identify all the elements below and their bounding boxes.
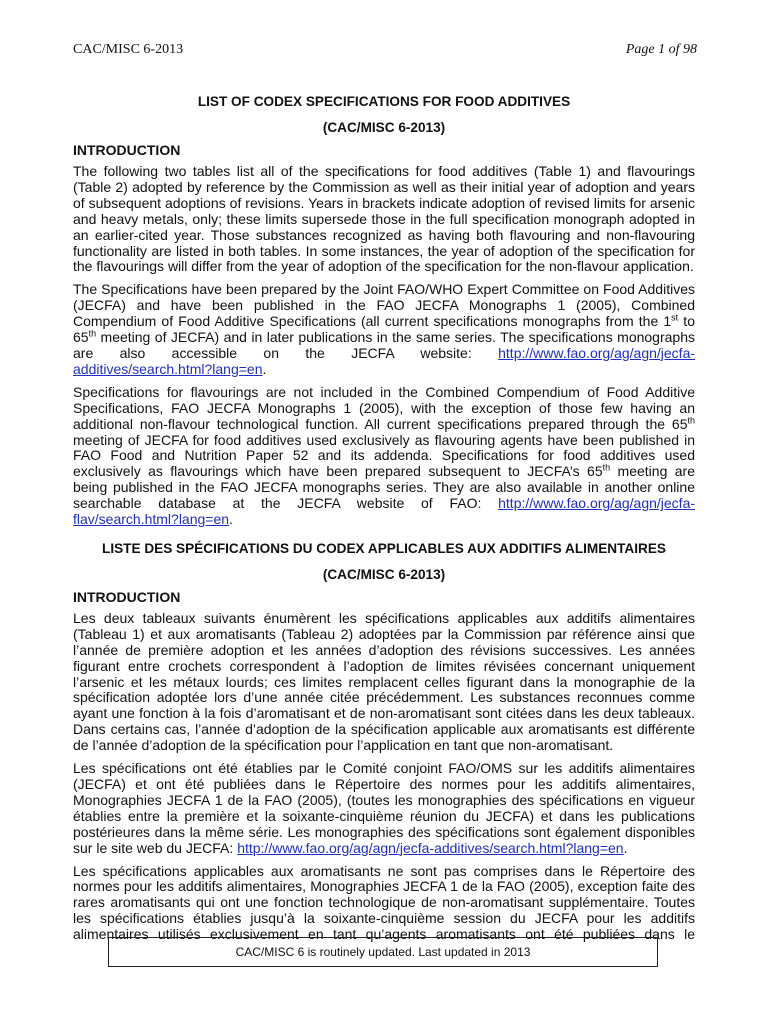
text-line: Les spécifications ont été établies par le Comité conjoint FAO/OMS sur les additifs alimentaires [73, 760, 695, 777]
french-paragraph-2 [73, 761, 695, 856]
jecfa-flav-link[interactable]: http://www.fao.org/ag/agn/jecfa- [498, 495, 696, 512]
text-line: spécification adoptée lors d’une année citée précédemment. Les substances reconnues comme [73, 689, 695, 706]
text-line: postérieures dans la même série. Les monographies des spécifications sont également disponibles [73, 823, 695, 840]
text-run: are also accessible on the JECFA website: [73, 344, 472, 361]
text-run: Compendium of Food Additive Specifications (all current specifications monographs from the 1 [73, 313, 672, 330]
english-introduction-heading: INTRODUCTION [73, 142, 181, 158]
update-notice-box [108, 937, 658, 967]
english-title: LIST OF CODEX SPECIFICATIONS FOR FOOD ADDITIVES [197, 94, 571, 109]
text-line: Specifications, FAO JECFA Monographs 1 (2005), with the exception of those few having an [73, 399, 695, 416]
update-notice: CAC/MISC 6 is routinely updated. Last updated in 2013 [235, 945, 531, 959]
text-run: additional non-flavour technological function. All current specifications prepared through the 65 [73, 415, 688, 432]
text-line [73, 512, 695, 528]
text-run: sur le site web du JECFA: [73, 839, 238, 856]
text-line: de l’année d’adoption de la spécification pour l’application en tant que non-aromatisant. [73, 737, 614, 754]
text-run: meeting are [610, 463, 695, 480]
text-line [73, 362, 695, 378]
french-title: LISTE DES SPÉCIFICATIONS DU CODEX APPLICABLES AUX ADDITIFS ALIMENTAIRES [102, 540, 666, 556]
jecfa-additives-link-cont[interactable]: additives/search.html?lang=en [73, 360, 263, 377]
text-line: Dans certains cas, l’année d’adoption de la spécification applicable aux aromatisants est différente [73, 721, 695, 738]
text-run: searchable database at the JECFA website of FAO: [73, 495, 482, 512]
page-number: Page 1 of 98 [625, 42, 697, 57]
text-line: The Specifications have been prepared by the Joint FAO/WHO Expert Committee on Food Additives [73, 281, 695, 298]
superscript: st [671, 312, 679, 323]
document-body [73, 94, 695, 950]
text-line: the flavourings will differ from the year of adoption of the specification for the non-flavour application. [73, 258, 694, 275]
text-line: (Table 2) adopted by reference by the Commission as well as their initial year of adoption and years [73, 178, 695, 195]
french-introduction-heading: INTRODUCTION [73, 588, 181, 605]
text-line: and heavy metals, only; these limits supersede those in the full specification monograph adopted in [73, 210, 695, 227]
text-line: of subsequent adoptions of revisions. Years in brackets indicate adoption of revised limits for arsenic [73, 194, 695, 211]
english-paragraph-2 [73, 282, 695, 377]
text-line: being published in the FAO JECFA monographs series. They are also available in another online [73, 479, 695, 496]
text-line: l’arsenic et les métaux lourds; ces limites remplacent celles figurant dans la monographie de la [73, 673, 695, 690]
text-line: alimentaires utilisés exclusivement en tant qu’agents aromatisants ont été publiées dans le [73, 926, 695, 943]
text-line: figurant entre crochets correspondent à l’adoption de limites révisées concernant uniquement [73, 657, 695, 674]
text-line: Les deux tableaux suivants énumèrent les spécifications applicables aux additifs alimentaires [73, 609, 695, 626]
text-line: The following two tables list all of the specifications for food additives (Table 1) and flavourings [73, 163, 695, 179]
english-paragraph-3 [73, 385, 695, 528]
text-line: Monographies JECFA 1 de la FAO (2005), (toutes les monographies des spécifications en vigueur [73, 791, 695, 808]
text-line: rares aromatisants qui ont une fonction technologique de non-aromatisant supplémentaire. Toutes [73, 894, 695, 911]
text-line [73, 841, 695, 857]
text-line [73, 346, 695, 362]
text-line [73, 314, 695, 330]
text-line: ayant une fonction à la fois d’aromatisant et de non-aromatisant sont citées dans les deux tableaux. [73, 705, 695, 722]
text-line: l’année de première adoption et les années d’adoption des révisions successives. Les années [73, 641, 695, 658]
text-line: normes pour les additifs alimentaires, Monographies JECFA 1 de la FAO (2005), exception faite des [73, 878, 695, 895]
english-subtitle: (CAC/MISC 6-2013) [322, 120, 446, 135]
superscript: th [687, 414, 695, 425]
text-line: (JECFA) et ont été publiées dans le Répertoire des normes pour les additifs alimentaires, [73, 776, 695, 792]
superscript: th [602, 462, 611, 473]
text-line: meeting of JECFA for food additives used exclusively as flavouring agents have been published in [73, 431, 695, 448]
text-run: . [262, 360, 267, 377]
text-line [73, 330, 695, 346]
jecfa-additives-link[interactable]: http://www.fao.org/ag/agn/jecfa- [498, 344, 696, 361]
text-line: établies entre la première et la soixante-cinquième réunion du JECFA) et dans les publications [73, 807, 695, 824]
text-line: Specifications for flavourings are not included in the Combined Compendium of Food Additive [73, 383, 695, 400]
text-line: functionality are listed in both tables. In some instances, the year of adoption of the specification for [73, 242, 695, 259]
english-paragraph-1 [73, 164, 695, 275]
text-run: 65 [73, 329, 89, 346]
text-line: FAO Food and Nutrition Paper 52 and its addenda. Specifications for food additives used [73, 447, 695, 464]
text-run: meeting of JECFA) and in later publications in the same series. The specifications monographs [96, 329, 695, 346]
french-paragraph-3 [73, 864, 695, 944]
text-line: Les spécifications applicables aux aromatisants ne sont pas comprises dans le Répertoire des [73, 862, 695, 879]
text-line: (JECFA) and have been published in the FAO JECFA Monographs 1 (2005), Combined [73, 297, 695, 314]
french-paragraph-1 [73, 611, 695, 754]
jecfa-additives-link-fr[interactable]: http://www.fao.org/ag/agn/jecfa-additives/search.html?lang=en [237, 839, 624, 856]
jecfa-flav-link-cont[interactable]: flav/search.html?lang=en [73, 511, 230, 528]
french-subtitle: (CAC/MISC 6-2013) [322, 566, 446, 582]
text-run: . [229, 511, 233, 528]
text-line: les spécifications établies jusqu’à la soixante-cinquième session du JECFA pour les additifs [73, 910, 695, 927]
text-line: (Tableau 1) et aux aromatisants (Tableau 2) adoptées par la Commission par référence ainsi que [73, 625, 695, 642]
text-line [73, 464, 695, 480]
text-run: exclusively as flavourings which have been prepared subsequent to JECFA’s 65 [73, 463, 603, 480]
text-line [73, 496, 695, 512]
document-code: CAC/MISC 6-2013 [73, 42, 184, 57]
text-run: to [678, 313, 695, 330]
text-line: an earlier-cited year. Those substances recognized as having both flavouring and non-flavouring [73, 226, 695, 243]
text-line [73, 414, 695, 433]
superscript: th [88, 328, 97, 339]
text-run: . [623, 839, 628, 856]
